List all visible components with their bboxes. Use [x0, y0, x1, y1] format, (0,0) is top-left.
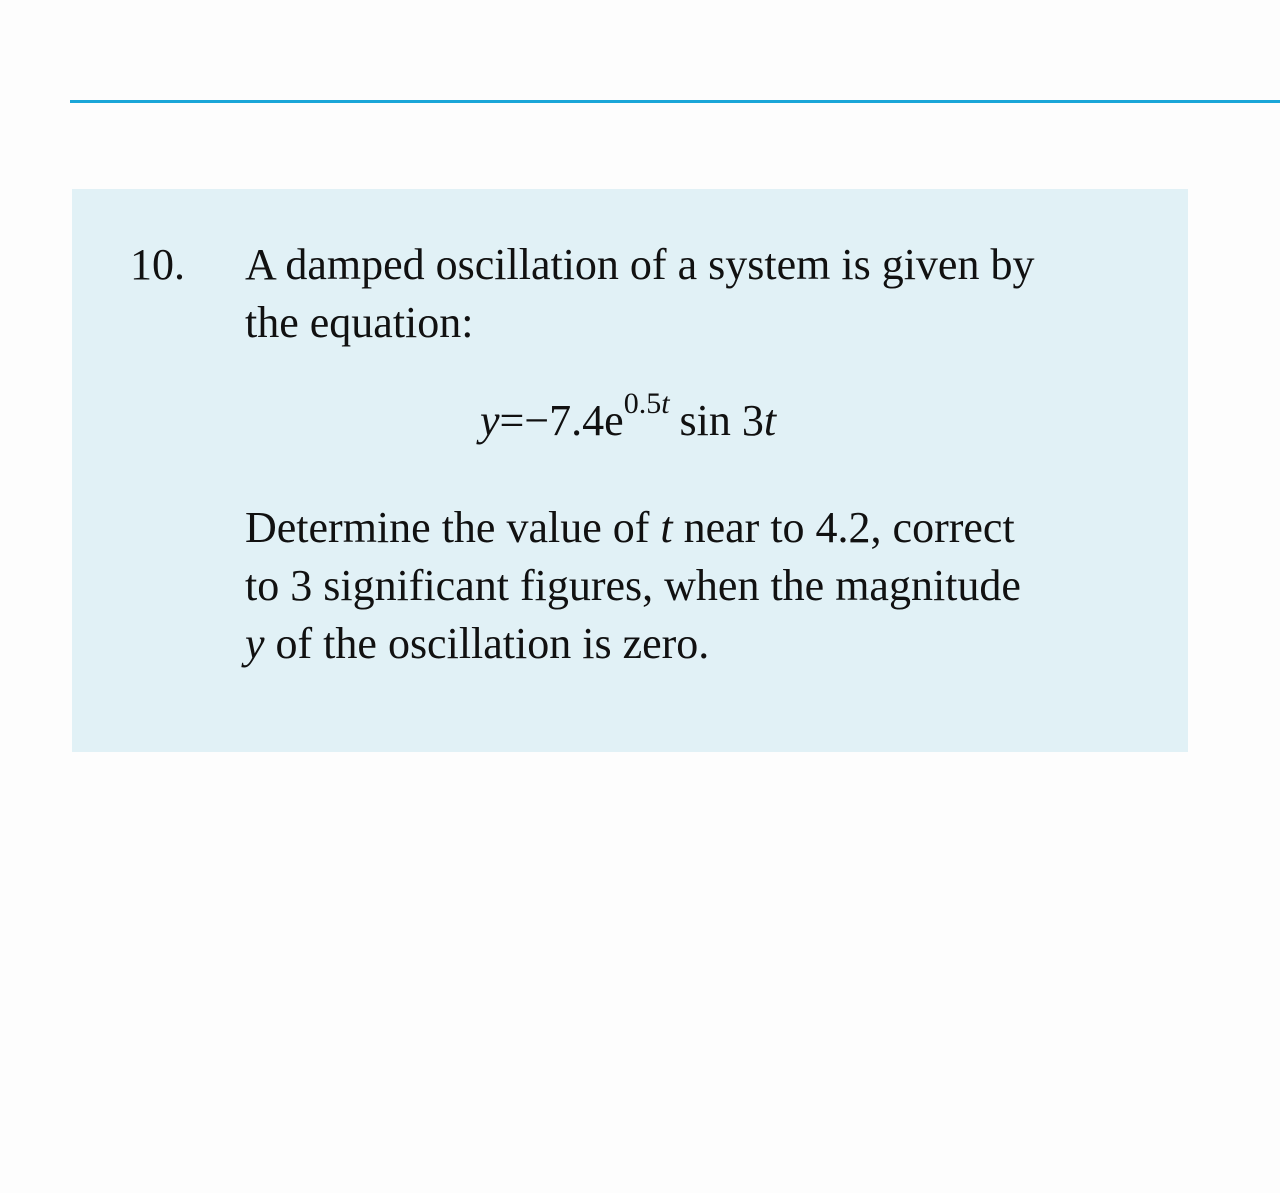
question-number: 10.: [130, 240, 185, 289]
body-line-2: to 3 significant figures, when the magnitude: [245, 561, 1021, 610]
intro-line-1: A damped oscillation of a system is given by: [245, 240, 1035, 289]
eq-lhs-y: y: [480, 396, 500, 445]
body-line-3-post: of the oscillation is zero.: [264, 619, 710, 668]
body-line-1-post: near to 4.2, correct: [672, 503, 1015, 552]
body-line-1-var: t: [660, 503, 673, 552]
top-divider-rule: [70, 100, 1280, 103]
eq-trig: sin 3: [679, 396, 764, 445]
eq-exponent-number: 0.5: [623, 387, 662, 420]
body-line-1: [245, 499, 1145, 557]
question-intro: [245, 236, 1145, 352]
eq-exponent: [624, 387, 670, 420]
body-line-3: [245, 615, 1145, 673]
intro-line-2: the equation:: [245, 298, 474, 347]
damped-oscillation-equation: [480, 387, 777, 455]
question-body: [245, 499, 1145, 673]
body-line-1-pre: Determine the value of: [245, 503, 661, 552]
eq-equals: =: [499, 396, 525, 445]
body-line-3-var: y: [245, 619, 265, 668]
eq-trig-var: t: [763, 396, 777, 445]
eq-coefficient: −7.4e: [524, 396, 624, 445]
eq-exponent-var: t: [661, 387, 670, 420]
